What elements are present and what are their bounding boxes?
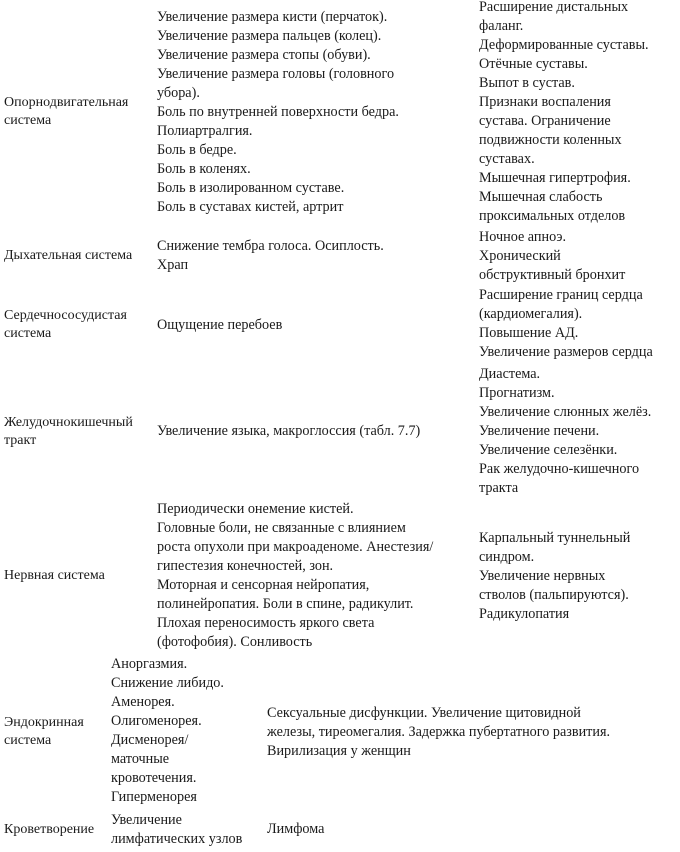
sign-line: Повышение АД. [479,325,579,341]
system-label: Дыхательная система [4,248,133,263]
system-label: Кроветворение [4,822,95,837]
symptom-line: (фотофобия). Сонливость [157,634,313,650]
sign-line: Рак желудочно-кишечного [479,461,640,477]
symptom-line: Боль в изолированном суставе. [157,180,345,196]
sign-line: Сексуальные дисфункции. Увеличение щитовидной [267,705,581,721]
sign-line: Расширение границ сердца [479,287,643,303]
system-label: Нервная система [4,568,105,583]
symptom-line: Головные боли, не связанные с влиянием [157,520,406,536]
symptom-line: Периодически онемение кистей. [157,501,354,517]
system-label: Эндокринная [4,715,84,730]
signs-cell [479,529,630,624]
symptom-line: Дисменорея/ [111,732,189,748]
system-label: Опорнодвигательная [4,95,129,110]
system-cell [4,307,127,343]
symptom-line: роста опухоли при макроаденоме. Анестезия/ [157,539,434,555]
sign-line: Мышечная слабость [479,189,603,205]
sign-line: Вирилизация у женщин [267,743,411,759]
symptom-line: убора). [157,85,200,101]
symptoms-cell [157,316,282,335]
symptom-line: кровотечения. [111,770,197,786]
sign-line: подвижности коленных [479,132,622,148]
symptoms-cell [111,811,242,849]
symptom-line: маточные [111,751,170,767]
sign-line: Лимфома [267,821,325,837]
symptom-line: Боль в коленях. [157,161,251,177]
symptom-line: Увеличение размера пальцев (колец). [157,28,382,44]
symptom-line: Аменорея. [111,694,175,710]
sign-line: Увеличение нервных [479,568,606,584]
system-label: Желудочнокишечный [4,415,133,430]
symptom-line: Олигоменорея. [111,713,202,729]
symptom-line: лимфатических узлов [111,831,243,847]
sign-line: сустава. Ограничение [479,113,611,129]
system-cell [4,567,105,585]
symptom-line: Храп [157,257,189,273]
sign-line: Мышечная гипертрофия. [479,170,631,186]
system-cell [4,247,132,265]
signs-cell [479,228,625,285]
sign-line: Деформированные суставы. [479,37,649,53]
sign-line: Отёчные суставы. [479,56,588,72]
sign-line: железы, тиреомегалия. Задержка пубертатного развития. [267,724,611,740]
symptoms-cell [157,8,399,217]
symptom-line: Снижение либидо. [111,675,224,691]
sign-line: обструктивный бронхит [479,267,626,283]
signs-cell [479,365,651,498]
system-label: Сердечнососудистая [4,308,127,323]
sign-line: проксимальных отделов [479,208,626,224]
sign-line: Признаки воспаления [479,94,611,110]
symptoms-cell [157,500,433,652]
symptom-line: Увеличение размера головы (головного [157,66,395,82]
sign-line: Увеличение печени. [479,423,600,439]
symptom-line: Увеличение размера стопы (обуви). [157,47,371,63]
signs-cell [267,820,324,839]
signs-cell [479,286,653,362]
symptom-line: Увеличение [111,812,182,828]
symptom-line: Аноргазмия. [111,656,188,672]
sign-line: Диастема. [479,366,541,382]
symptom-line: Боль в суставах кистей, артрит [157,199,344,215]
system-cell [4,714,84,750]
sign-line: фаланг. [479,18,524,34]
sign-line: (кардиомегалия). [479,306,583,322]
signs-cell [267,704,610,761]
symptoms-cell [157,422,420,441]
symptom-line: полинейропатия. Боли в спине, радикулит. [157,596,414,612]
symptom-line: Боль по внутренней поверхности бедра. [157,104,399,120]
sign-line: Расширение дистальных [479,0,629,15]
sign-line: Увеличение размеров сердца [479,344,653,360]
system-label: система [4,733,52,748]
system-cell [4,414,133,450]
sign-line: Выпот в сустав. [479,75,575,91]
system-cell [4,821,94,839]
symptom-line: Увеличение размера кисти (перчаток). [157,9,388,25]
symptom-line: гипестезия конечностей, зон. [157,558,334,574]
system-label: тракт [4,433,37,448]
sign-line: синдром. [479,549,535,565]
symptom-line: Снижение тембра голоса. Осиплость. [157,238,384,254]
sign-line: суставах. [479,151,535,167]
system-label: система [4,113,52,128]
sign-line: Хронический [479,248,561,264]
sign-line: Прогнатизм. [479,385,555,401]
symptom-line: Плохая переносимость яркого света [157,615,375,631]
symptom-line: Боль в бедре. [157,142,237,158]
sign-line: Карпальный туннельный [479,530,631,546]
sign-line: Увеличение слюнных желёз. [479,404,652,420]
sign-line: стволов (пальпируются). [479,587,629,603]
sign-line: Увеличение селезёнки. [479,442,618,458]
sign-line: тракта [479,480,519,496]
symptoms-cell [157,237,384,275]
symptoms-cell [111,655,224,807]
system-cell [4,94,128,130]
signs-cell [479,0,649,226]
symptom-line: Увеличение языка, макроглоссия (табл. 7.7) [157,423,421,439]
system-label: система [4,326,52,341]
symptom-line: Гиперменорея [111,789,197,805]
symptom-line: Ощущение перебоев [157,317,283,333]
symptom-line: Полиартралгия. [157,123,253,139]
sign-line: Ночное апноэ. [479,229,567,245]
sign-line: Радикулопатия [479,606,570,622]
symptom-line: Моторная и сенсорная нейропатия, [157,577,370,593]
